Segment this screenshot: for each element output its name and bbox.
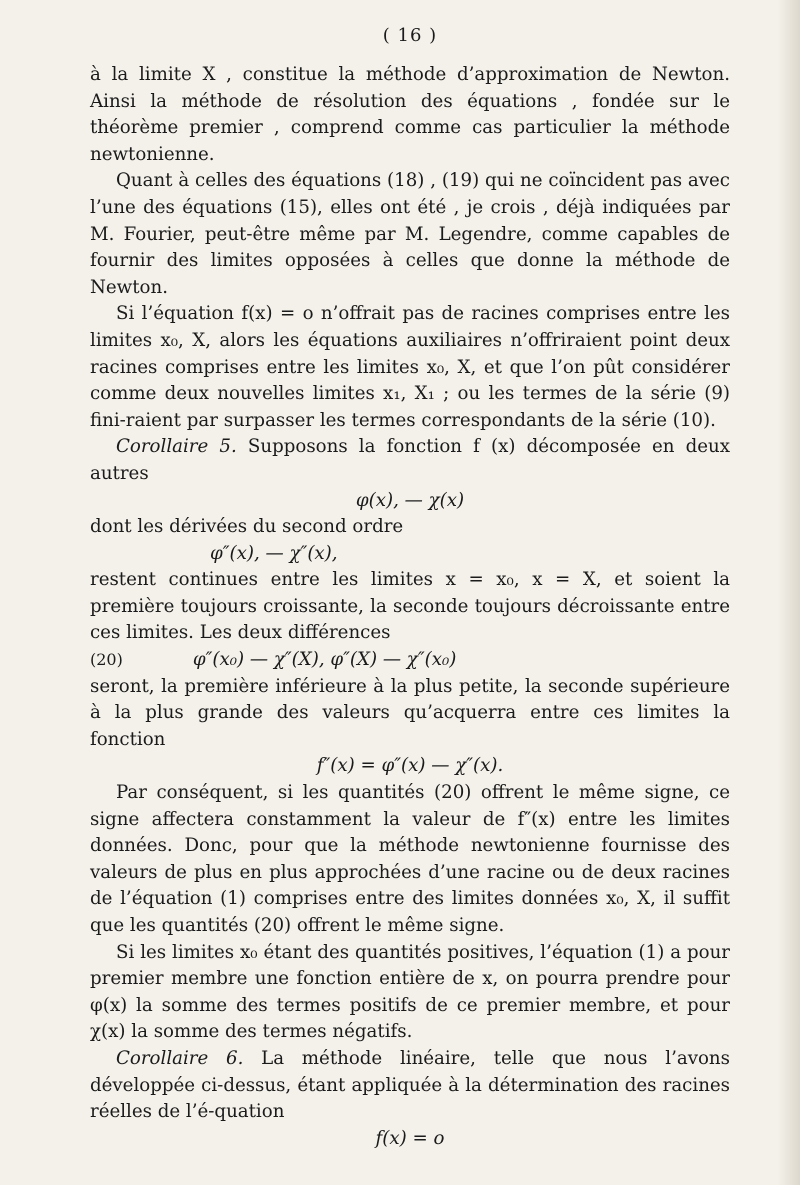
formula-3 — [90, 647, 730, 674]
paragraph-8: Par conséquent, si les quantités (20) offrent le même signe, ce signe affectera constamment la valeur de f″(x) entre les limites données. Donc, pour que la méthode newtonienne fournisse des valeurs de plus en plus approchées d’une racine ou de deux racines de l’équation (1) comprises entre des limites données x₀, X, il suffit que les quantités (20) offrent le même signe. — [90, 782, 730, 936]
paragraph-4 — [90, 434, 730, 487]
formula-3-text: φ″(x₀) — χ″(X), φ″(X) — χ″(x₀) — [192, 649, 457, 671]
formula-4: f″(x) = φ″(x) — χ″(x). — [316, 755, 504, 777]
corollary-5-label: Corollaire 5. — [116, 436, 237, 458]
formula-1: φ(x), — χ(x) — [355, 489, 465, 511]
page-header: ( 16 ) — [382, 25, 438, 46]
paragraph-6: restent continues entre les limites x = x₀, x = X, et soient la première toujours croissante, la seconde toujours décroissante entre ces limites. Les deux différences — [90, 569, 730, 644]
formula-2: φ″(x), — χ″(x), — [210, 542, 338, 564]
page-edge-shadow — [778, 0, 800, 1185]
equation-number-20: (20) — [90, 650, 123, 670]
paragraph-10 — [90, 1046, 730, 1126]
corollary-6-label: Corollaire 6. — [116, 1047, 244, 1069]
paragraph-5: dont les dérivées du second ordre — [90, 516, 404, 538]
page-content — [90, 22, 730, 1152]
paragraph-2: Quant à celles des équations (18) , (19) qui ne coïncident pas avec l’une des équations (15), elles ont été , je crois , déjà indiquées par M. Fourier, peut-être même par M. Legendre, comme capables de fournir des limites opposées à celles que donne la méthode de Newton. — [90, 170, 730, 298]
formula-5: f(x) = o — [375, 1127, 445, 1149]
paragraph-3: Si l’équation f(x) = o n’offrait pas de racines comprises entre les limites x₀, X, alors les équations auxiliaires n’offriraient point deux racines comprises entre les limites x₀, X, et que l’on pût considérer comme deux nouvelles limites x₁, X₁ ; ou les termes de la série (9) fini-raient par surpasser les termes correspondants de la série (10). — [90, 303, 730, 431]
paragraph-1: à la limite X , constitue la méthode d’approximation de Newton. Ainsi la méthode de résolution des équations , fondée sur le théorème premier , comprend comme cas particulier la méthode newtonienne. — [90, 64, 730, 165]
paragraph-4-text: Supposons la fonction f (x) décomposée en deux autres — [90, 436, 730, 484]
paragraph-9: Si les limites x₀ étant des quantités positives, l’équation (1) a pour premier membre une fonction entière de x, on pourra prendre pour φ(x) la somme des termes positifs de ce premier membre, et pour χ(x) la somme des termes négatifs. — [90, 941, 730, 1043]
paragraph-7: seront, la première inférieure à la plus petite, la seconde supérieure à la plus grande des valeurs qu’acquerra entre ces limites la fonction — [90, 675, 730, 750]
paragraph-10-text: La méthode linéaire, telle que nous l’avons développée ci-dessus, étant appliquée à la détermination des racines réelles de l’é-quation — [90, 1047, 730, 1123]
